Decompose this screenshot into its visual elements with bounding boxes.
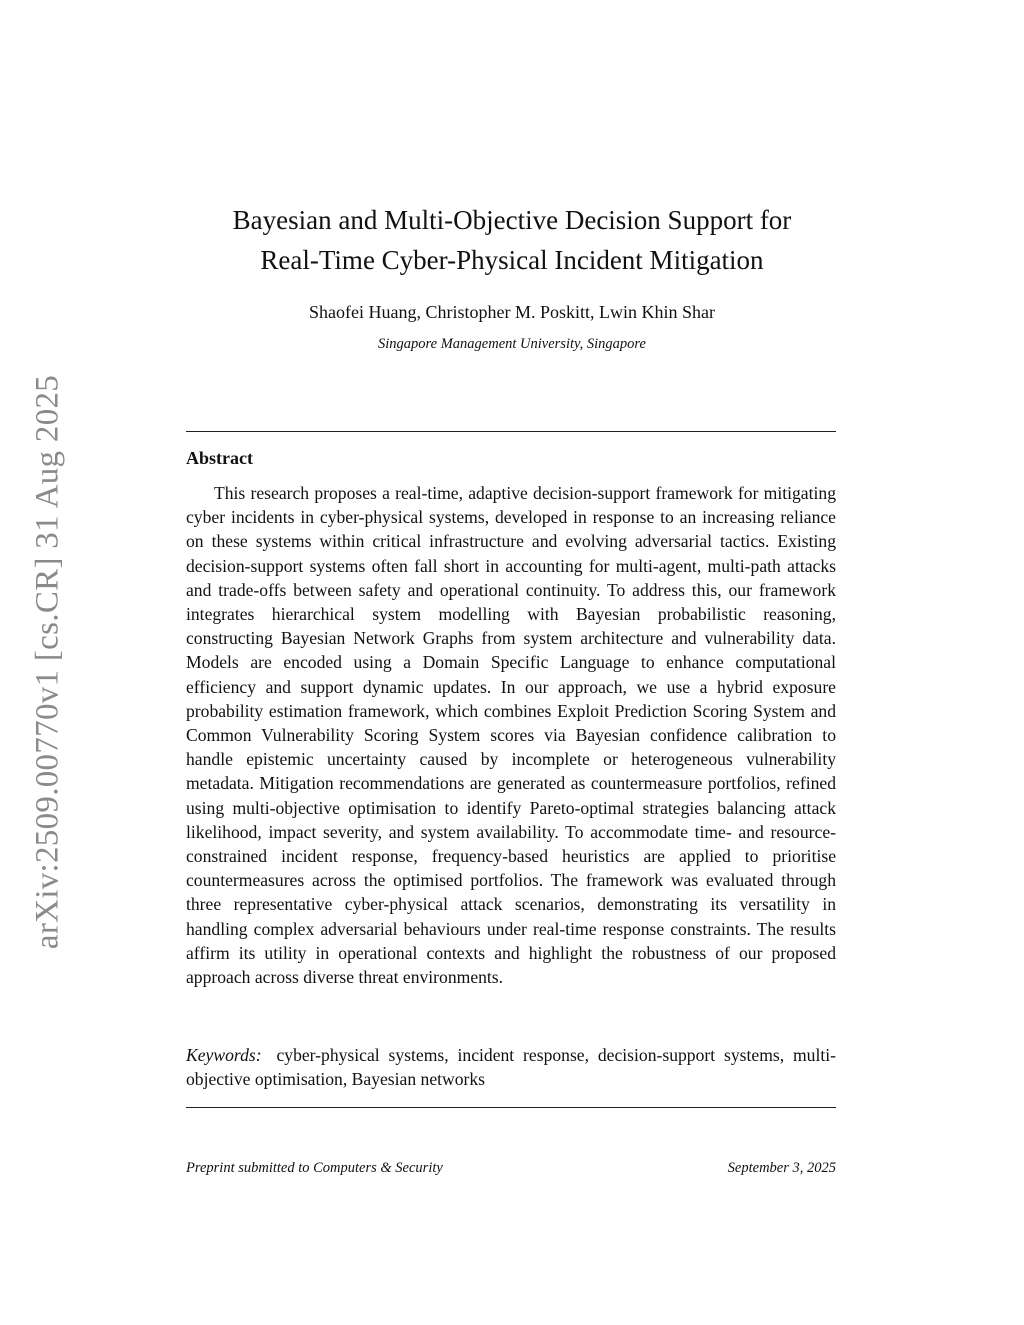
arxiv-identifier: arXiv:2509.00770v1 [cs.CR] 31 Aug 2025 <box>29 374 66 950</box>
footer-date: September 3, 2025 <box>727 1160 836 1176</box>
author-affiliation: Singapore Management University, Singapore <box>378 336 646 352</box>
keywords-section <box>186 1043 836 1091</box>
preprint-note: Preprint submitted to Computers & Security <box>186 1160 443 1176</box>
keywords-label: Keywords: <box>186 1045 262 1065</box>
title-line-2: Real-Time Cyber-Physical Incident Mitigation <box>260 245 764 275</box>
keywords-text: cyber-physical systems, incident response, decision-support systems, multi-objective optimisation, Bayesian networks <box>186 1045 836 1090</box>
paper-title <box>0 200 1024 280</box>
abstract-body: This research proposes a real-time, adaptive decision-support framework for mitigating cyber incidents in cyber-physical systems, developed in response to an increasing reliance on these systems within critical infrastructure and evolving adversarial tactics. Existing decision-support systems often fall short in accounting for multi-agent, multi-path attacks and trade-offs between safety and operational continuity. To address this, our framework integrates hierarchical system modelling with Bayesian probabilistic reasoning, constructing Bayesian Network Graphs from system architecture and vulnerability data. Models are encoded using a Domain Specific Language to enhance computational efficiency and support dynamic updates. In our approach, we use a hybrid exposure probability estimation framework, which combines Exploit Prediction Scoring System and Common Vulnerability Scoring System scores via Bayesian confidence calibration to handle epistemic uncertainty caused by incomplete or heterogeneous vulnerability metadata. Mitigation recommendations are generated as countermeasure portfolios, refined using multi-objective optimisation to identify Pareto-optimal strategies balancing attack likelihood, impact severity, and system availability. To accommodate time- and resource-constrained incident response, frequency-based heuristics are applied to prioritise countermeasures across the optimised portfolios. The framework was evaluated through three representative cyber-physical attack scenarios, demonstrating its versatility in handling complex adversarial behaviours under real-time response constraints. The results affirm its utility in operational contexts and highlight the robustness of our proposed approach across diverse threat environments. <box>186 483 836 988</box>
top-divider <box>186 431 836 432</box>
abstract-heading: Abstract <box>186 448 253 468</box>
bottom-divider <box>186 1107 836 1108</box>
title-line-1: Bayesian and Multi-Objective Decision Support for <box>232 205 792 235</box>
author-list: Shaofei Huang, Christopher M. Poskitt, Lwin Khin Shar <box>309 302 715 322</box>
